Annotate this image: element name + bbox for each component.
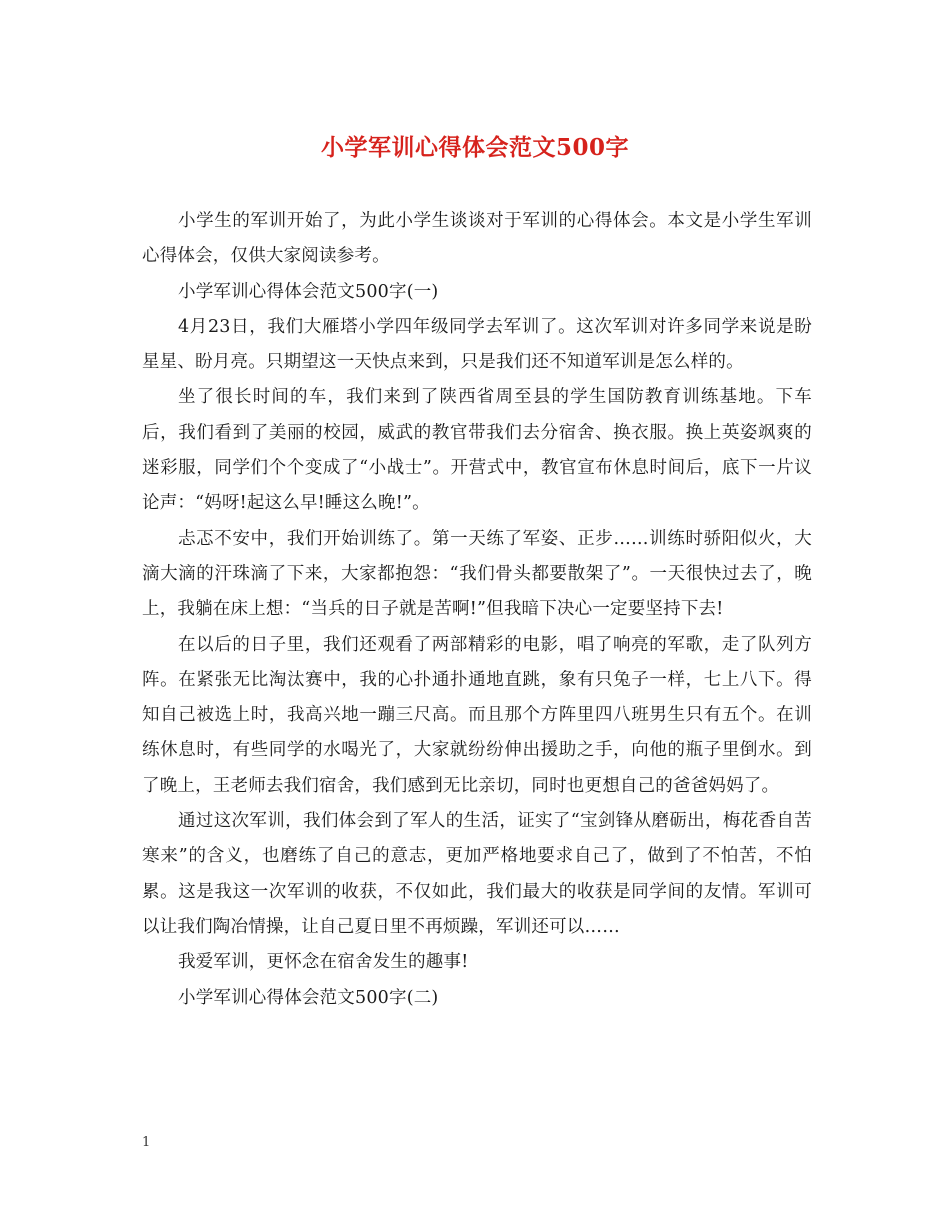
section-heading-two: 小学军训心得体会范文500字(二) (178, 987, 439, 1008)
paragraph-intro: 小学生的军训开始了，为此小学生谈谈对于军训的心得体会。本文是小学生军训心得体会，仅供大家阅读参考。 (142, 211, 812, 267)
page-number: 1 (142, 1135, 151, 1150)
section-heading-one: 小学军训心得体会范文500字(一) (178, 281, 439, 302)
paragraph: 通过这次军训，我们体会到了军人的生活，证实了“宝剑锋从磨砺出，梅花香自苦寒来”的含义，也磨练了自己的意志，更加严格地要求自己了，做到了不怕苦，不怕累。这是我这一次军训的收获，不仅如此，我们最大的收获是同学间的友情。军训可以让我们陶冶情操，让自己夏日里不再烦躁，军训还可以…… (142, 811, 812, 937)
paragraph: 坐了很长时间的车，我们来到了陕西省周至县的学生国防教育训练基地。下车后，我们看到了美丽的校园，威武的教官带我们去分宿舍、换衣服。换上英姿飒爽的迷彩服，同学们个个变成了“小战士”。开营式中，教官宣布休息时间后，底下一片议论声：“妈呀!起这么早!睡这么晚!”。 (142, 387, 812, 514)
paragraph: 我爱军训，更怀念在宿舍发生的趣事! (178, 952, 469, 973)
document-title: 小学军训心得体会范文500字 (320, 134, 629, 161)
paragraph: 4月23日，我们大雁塔小学四年级同学去军训了。这次军训对许多同学来说是盼星星、盼月亮。只期望这一天快点来到，只是我们还不知道军训是怎么样的。 (142, 316, 812, 373)
document-body (142, 204, 812, 1016)
paragraph: 在以后的日子里，我们还观看了两部精彩的电影，唱了响亮的军歌，走了队列方阵。在紧张无比淘汰赛中，我的心扑通扑通地直跳，象有只兔子一样，七上八下。得知自己被选上时，我高兴地一蹦三尺高。而且那个方阵里四八班男生只有五个。在训练休息时，有些同学的水喝光了，大家就纷纷伸出援助之手，向他的瓶子里倒水。到了晚上，王老师去我们宿舍，我们感到无比亲切，同时也更想自己的爸爸妈妈了。 (142, 634, 812, 796)
paragraph: 忐忑不安中，我们开始训练了。第一天练了军姿、正步……训练时骄阳似火，大滴大滴的汗珠滴了下来，大家都抱怨：“我们骨头都要散架了”。一天很快过去了，晚上，我躺在床上想：“当兵的日子就是苦啊!”但我暗下决心一定要坚持下去! (142, 528, 812, 620)
